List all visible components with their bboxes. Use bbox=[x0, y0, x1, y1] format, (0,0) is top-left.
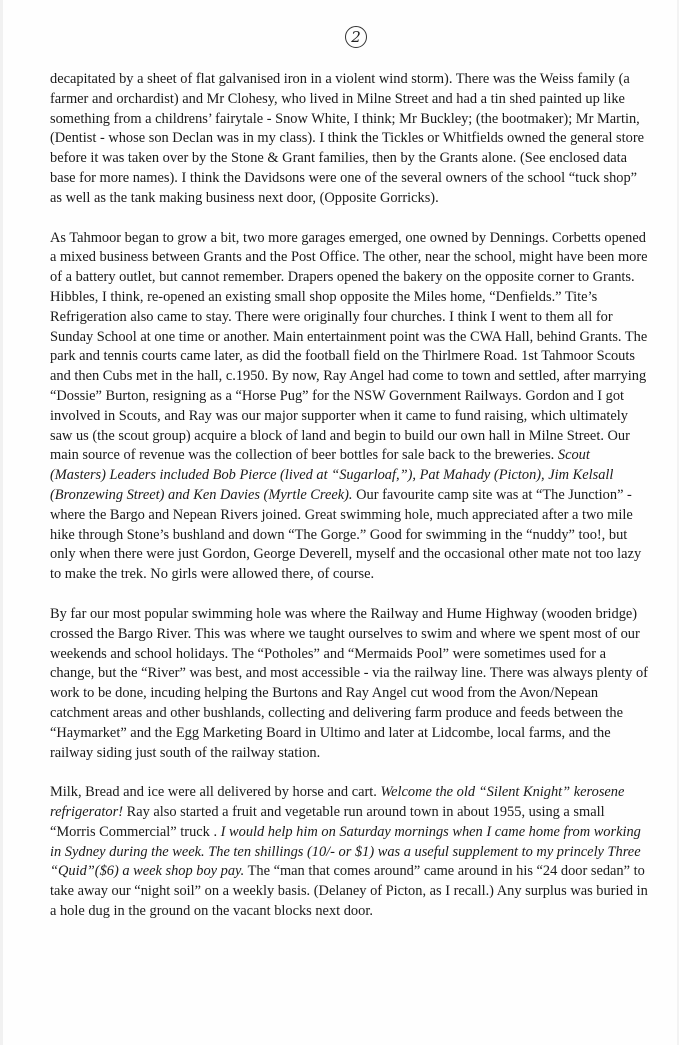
paragraph-2 bbox=[50, 229, 648, 585]
paragraph-1 bbox=[50, 70, 648, 209]
italic-text-run: I would help him on Saturday mornings when I came home from working in Sydney during the week. The ten shillings (10/- or $1) was a useful supplement to my princely Three “Quid”($6) a week shop boy pay. bbox=[50, 823, 641, 880]
text-run: The “man that comes around” came around in his “24 door sedan” to take away our “night soil” on a weekly basis. (Delaney of Picton, as I recall.) Any surplus was buried in a hole dug in the ground on the vacant blocks next door. bbox=[50, 863, 648, 920]
text-run: Milk, Bread and ice were all delivered by horse and cart. bbox=[50, 784, 381, 801]
text-run: As Tahmoor began to grow a bit, two more garages emerged, one owned by Dennings. Corbetts opened a mixed business between Grants and the Post Office. The other, near the school, might have been more of a battery outlet, but cannot remember. Drapers opened the bakery on the opposite corner to Grants. Hibbles, I think, re-opened an existing small shop opposite the Miles home, “Denfields.” Tite’s Refrigeration also came to stay. There were originally four churches. I think I went to them all for Sunday School at one time or another. Main entertainment point was the CWA Hall, behind Grants. The park and tennis courts came later, as did the football field on the Thirlmere Road. 1st Tahmoor Scouts and then Cubs met in the hall, c.1950. By now, Ray Angel had come to town and settled, after marrying “Dossie” Burton, resigning as a “Horse Pug” for the NSW Government Railways. Gordon and I got involved in Scouts, and Ray was our major supporter when it came to fund raising, which ultimately saw us (the scout group) acquire a block of land and begin to build our own hall in Milne Street. Our main source of revenue was the collection of beer bottles for sale back to the breweries. bbox=[50, 229, 648, 464]
text-run: By far our most popular swimming hole was where the Railway and Hume Highway (wooden bridge) crossed the Bargo River. This was where we taught ourselves to swim and where we spent most of our weekends and school holidays. The “Potholes” and “Mermaids Pool” were sometimes used for a change, but the “River” was best, and most accessible - via the railway line. There was always plenty of work to be done, incuding helping the Burtons and Ray Angel cut wood from the Avon/Nepean catchment areas and other bushlands, collecting and delivering farm produce and feeds between the “Haymarket” and the Egg Marketing Board in Ultimo and later at Lidcombe, local farms, and the railway siding just south of the railway station. bbox=[50, 605, 648, 761]
page-number: 2 bbox=[345, 26, 367, 48]
text-run: decapitated by a sheet of flat galvanised iron in a violent wind storm). There was the Weiss family (a farmer and orchardist) and Mr Clohesy, who lived in Milne Street and had a tin shed painted up like something from a childrens’ fairytale - Snow White, I think; Mr Buckley; (the bootmaker); Mr Martin, (Dentist - whose son Declan was in my class). I think the Tickles or Whitfields owned the general store before it was taken over by the Stone & Grant families, then by the Grants alone. (See enclosed data base for more names). I think the Davidsons were one of the several owners of the school “tuck shop” as well as the tank making business next door, (Opposite Gorricks). bbox=[50, 71, 645, 206]
paragraph-4 bbox=[50, 783, 648, 922]
italic-text-run: Scout (Masters) Leaders included Bob Pierce (lived at “Sugarloaf,”), Pat Mahady (Picton), Jim Kelsall (Bronzewing Street) and Ken Davies (Myrtle Creek). bbox=[50, 447, 614, 503]
italic-text-run: Welcome the old “Silent Knight” kerosene refrigerator! bbox=[50, 784, 625, 821]
text-run: Ray also started a fruit and vegetable run around town in about 1955, using a small “Morris Commercial” truck . bbox=[50, 804, 605, 840]
paragraph-3 bbox=[50, 605, 648, 763]
document-body bbox=[50, 70, 648, 942]
text-run: Our favourite camp site was at “The Junction” - where the Bargo and Nepean Rivers joined. Great swimming hole, much appreciated after a two mile hike through Stone’s bushland and down “The Gorge.” Good for swimming in the “nuddy” too!, but only when there were just Gordon, George Deverell, myself and the occasional other mate not too lazy to make the trek. No girls were allowed there, of course. bbox=[50, 486, 642, 583]
scan-edge-left bbox=[0, 0, 3, 1045]
